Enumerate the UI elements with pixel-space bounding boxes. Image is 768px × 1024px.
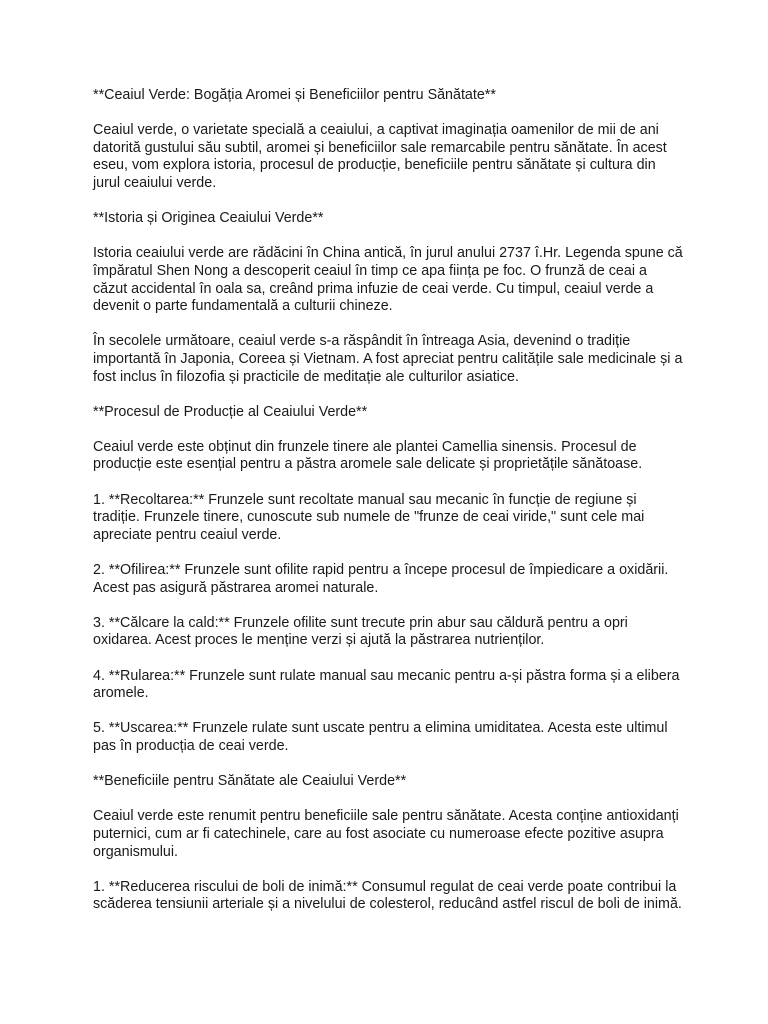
section-heading-benefits: **Beneficiile pentru Sănătate ale Ceaiului Verde**	[93, 773, 407, 790]
production-step-2: 2. **Ofilirea:** Frunzele sunt ofilite rapid pentru a începe procesul de împiedicare a oxidării. Acest pas asigură păstrarea aromei naturale.	[93, 562, 669, 596]
production-step-5: 5. **Uscarea:** Frunzele rulate sunt uscate pentru a elimina umiditatea. Acesta este ultimul pas în producția de ceai verde.	[93, 720, 668, 754]
history-paragraph-2: În secolele următoare, ceaiul verde s-a răspândit în întreaga Asia, devenind o tradiție importantă în Japonia, Coreea și Vietnam. A fost apreciat pentru calitățile sale medicinale și a fost inclus în filozofia și practicile de meditație ale culturilor asiatice.	[93, 333, 683, 385]
production-paragraph: Ceaiul verde este obținut din frunzele tinere ale plantei Camellia sinensis. Procesul de producție este esențial pentru a păstra aromele sale delicate și proprietățile sănătoase.	[93, 438, 643, 473]
production-step-1: 1. **Recoltarea:** Frunzele sunt recoltate manual sau mecanic în funcție de regiune și tradiție. Frunzele tinere, cunoscute sub numele de "frunze de ceai viride," sunt cele mai apreciate pentru ceaiul verde.	[93, 491, 645, 543]
document-body	[93, 87, 685, 932]
production-step-3: 3. **Călcare la cald:** Frunzele ofilite sunt trecute prin abur sau căldură pentru a opri oxidarea. Acest proces le menține verzi și ajută la păstrarea nutrienților.	[93, 614, 628, 649]
document-title: **Ceaiul Verde: Bogăția Aromei și Beneficiilor pentru Sănătate**	[93, 87, 496, 103]
production-step-4: 4. **Rularea:** Frunzele sunt rulate manual sau mecanic pentru a-și păstra forma și a elibera aromele.	[93, 667, 680, 702]
section-heading-history: **Istoria și Originea Ceaiului Verde**	[93, 210, 324, 227]
benefit-item-1: 1. **Reducerea riscului de boli de inimă:** Consumul regulat de ceai verde poate contribui la scăderea tensiunii arteriale și a nivelului de colesterol, reducând astfel riscul de boli de inimă.	[93, 878, 682, 913]
intro-paragraph: Ceaiul verde, o varietate specială a ceaiului, a captivat imaginația oamenilor de mii de ani datorită gustului său subtil, aromei și beneficiilor sale remarcabile pentru sănătate. În acest eseu, vom explora istoria, procesul de producție, beneficiile pentru sănătate și cultura din jurul ceaiului verde.	[93, 122, 667, 191]
history-paragraph-1: Istoria ceaiului verde are rădăcini în China antică, în jurul anului 2737 î.Hr. Legenda spune că împăratul Shen Nong a descoperit ceaiul în timp ce apa ființa pe foc. O frunză de ceai a căzut accidental în oala sa, creând prima infuzie de ceai verde. Cu timpul, ceaiul verde a devenit o parte fundamentală a culturii chineze.	[93, 245, 683, 315]
section-heading-production: **Procesul de Producție al Ceaiului Verde**	[93, 403, 368, 420]
benefits-paragraph: Ceaiul verde este renumit pentru beneficiile sale pentru sănătate. Acesta conține antioxidanți puternici, cum ar fi catechinele, care au fost asociate cu numeroase efecte pozitive asupra organismului.	[93, 808, 679, 860]
